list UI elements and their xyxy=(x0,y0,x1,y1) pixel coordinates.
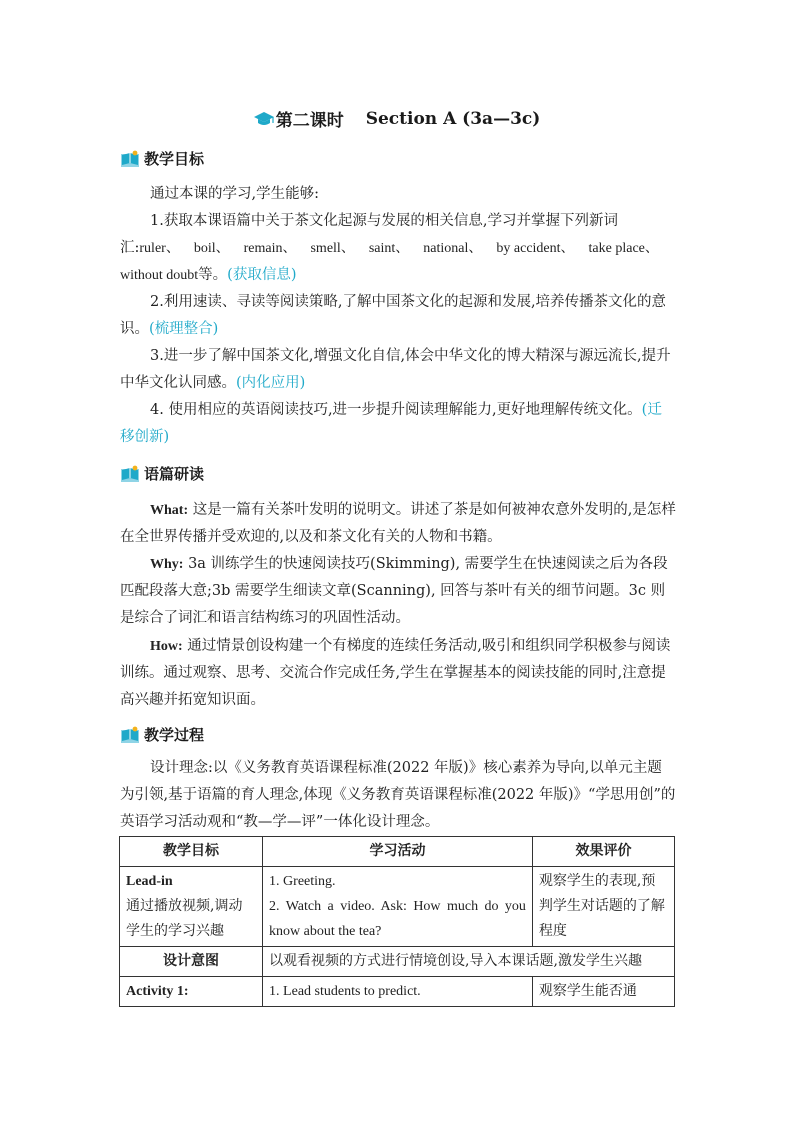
objectives-heading-text: 教学目标 xyxy=(144,150,205,168)
how-text: 通过情景创设构建一个有梯度的连续任务活动,吸引和组织同学积极参与阅读训练。通过观察、思考、交流合作完成任务,学生在掌握基本的阅读技能的同时,注意提高兴趣并拓宽知识面。 xyxy=(120,638,671,708)
why-label: Why: xyxy=(150,557,184,572)
graduation-cap-icon xyxy=(254,111,274,127)
objective-4-text: 4. 使用相应的英语阅读技巧,进一步提升阅读理解能力,更好地理解传统文化。 xyxy=(150,402,642,418)
what-label: What: xyxy=(150,503,189,518)
activity1-activity: 1. Lead students to predict. xyxy=(263,977,533,1007)
objective-4 xyxy=(120,397,676,451)
leadin-activity-1: 1. Greeting. xyxy=(269,874,336,889)
leadin-activity-cell xyxy=(263,867,533,947)
process-heading xyxy=(120,724,204,745)
objective-2-text: 2.利用速读、寻读等阅读策略,了解中国茶文化的起源和发展,培养传播茶文化的意识。 xyxy=(120,294,667,337)
analysis-how xyxy=(120,633,676,714)
table-row xyxy=(120,867,675,947)
design-intent-label: 设计意图 xyxy=(120,947,263,977)
analysis-why xyxy=(120,551,676,632)
analysis-what xyxy=(120,497,676,551)
objective-1-tag: (获取信息) xyxy=(227,267,297,283)
vocab-word: national、 xyxy=(423,241,483,256)
analysis-heading xyxy=(120,463,204,484)
objective-2 xyxy=(120,289,676,343)
vocab-word: ruler、 xyxy=(139,241,180,256)
header-goal: 教学目标 xyxy=(120,837,263,867)
vocab-word: by accident、 xyxy=(496,241,575,256)
analysis-heading-text: 语篇研读 xyxy=(144,465,205,483)
vocab-word: remain、 xyxy=(243,241,297,256)
objective-4-tag: (迁移创新) xyxy=(120,402,662,445)
objective-1-end: 等。 xyxy=(198,267,228,283)
objective-2-tag: (梳理整合) xyxy=(149,321,219,337)
book-icon xyxy=(120,465,140,483)
lesson-title xyxy=(0,106,794,131)
what-text: 这是一篇有关茶叶发明的说明文。讲述了茶是如何被神农意外发明的,是怎样在全世界传播并受欢迎的,以及和茶文化有关的人物和书籍。 xyxy=(120,502,676,545)
how-label: How: xyxy=(150,639,183,654)
activity1-title: Activity 1: xyxy=(120,977,263,1007)
objectives-heading xyxy=(120,148,204,169)
leadin-goal: 通过播放视频,调动学生的学习兴趣 xyxy=(126,898,243,939)
why-text: 3a 训练学生的快速阅读技巧(Skimming), 需要学生在快速阅读之后为各段匹配段落大意;3b 需要学生细读文章(Scanning), 回答与茶叶有关的细节问题。3c 则是综合了词汇和语言结构练习的巩固性活动。 xyxy=(120,556,668,626)
activity1-evaluation: 观察学生能否通 xyxy=(532,977,674,1007)
table-row xyxy=(120,977,675,1007)
book-icon xyxy=(120,150,140,168)
book-icon xyxy=(120,726,140,744)
lesson-plan-table xyxy=(119,836,675,1007)
vocab-word: without doubt xyxy=(120,268,199,283)
leadin-activity-2: 2. Watch a video. Ask: How much do you know about the tea? xyxy=(269,899,526,939)
table-header-row xyxy=(120,837,675,867)
design-intent-text: 以观看视频的方式进行情境创设,导入本课话题,激发学生兴趣 xyxy=(263,947,675,977)
objective-3-text: 3.进一步了解中国茶文化,增强文化自信,体会中华文化的博大精深与源远流长,提升中华文化认同感。 xyxy=(120,348,671,391)
vocab-word: smell、 xyxy=(310,241,355,256)
objective-3-tag: (内化应用) xyxy=(236,375,306,391)
leadin-evaluation: 观察学生的表现,预判学生对话题的了解程度 xyxy=(532,867,674,947)
leadin-goal-cell xyxy=(120,867,263,947)
process-heading-text: 教学过程 xyxy=(144,726,205,744)
design-concept: 设计理念:以《义务教育英语课程标准(2022 年版)》核心素养为导向,以单元主题为引领,基于语篇的育人理念,体现《义务教育英语课程标准(2022 年版)》“学思用创”的英语学习活动观和“教—学—评”一体化设计理念。 xyxy=(120,760,676,830)
objectives-intro: 通过本课的学习,学生能够: xyxy=(150,186,319,202)
vocab-word: saint、 xyxy=(368,241,410,256)
table-row xyxy=(120,947,675,977)
objective-1-text: 1.获取本课语篇中关于茶文化起源与发展的相关信息,学习并掌握下列新词汇: xyxy=(120,213,618,256)
section-label: Section A (3a—3c) xyxy=(365,108,541,129)
leadin-title: Lead-in xyxy=(126,874,173,889)
header-evaluation: 效果评价 xyxy=(532,837,674,867)
objective-3 xyxy=(120,343,676,397)
vocab-word: boil、 xyxy=(193,241,230,256)
vocab-word: take place、 xyxy=(588,241,659,256)
header-activity: 学习活动 xyxy=(263,837,533,867)
objective-1 xyxy=(120,208,676,289)
lesson-label: 第二课时 xyxy=(275,111,344,131)
